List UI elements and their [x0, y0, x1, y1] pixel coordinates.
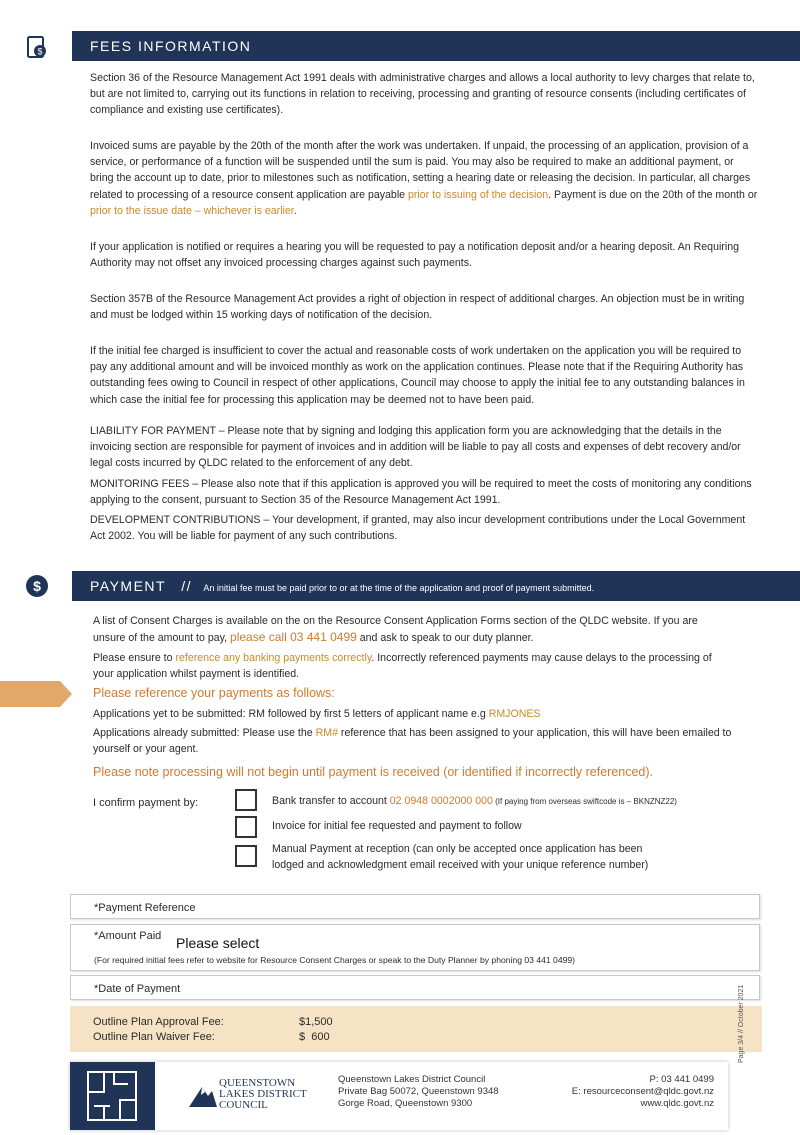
arrow-marker-icon [0, 681, 72, 707]
footer-phone: P: 03 441 0499 [649, 1074, 714, 1085]
highlight-issue-date: prior to the issue date – whichever is earlier [90, 204, 294, 217]
footer-contact [572, 1074, 714, 1110]
svg-text:$: $ [37, 46, 43, 57]
dollar-coin-icon [24, 573, 50, 599]
payment-separator: // [181, 578, 193, 594]
payment-header [72, 571, 800, 601]
amount-paid-label: *Amount Paid [94, 930, 162, 942]
processing-note: Please note processing will not begin until payment is received (or identified if incorrectly referenced). [93, 765, 654, 779]
rm-number-highlight: RM# [315, 727, 338, 739]
call-phone-highlight: please call 03 441 0499 [230, 630, 357, 645]
liability-para: LIABILITY FOR PAYMENT – Please note that by signing and lodging this application form you are acknowledging that the details in the invoicing section are responsible for payment of invoices and in addition will be liable to pay all costs and expenses of debt recovery and/or legal costs incurred by QLDC related to the enforcement of any debt. [90, 425, 741, 470]
invoice-option: Invoice for initial fee requested and payment to follow [272, 820, 522, 832]
invoice-checkbox[interactable] [235, 816, 257, 838]
date-of-payment-label: *Date of Payment [94, 983, 181, 995]
manual-payment-checkbox[interactable] [235, 845, 257, 867]
development-para: DEVELOPMENT CONTRIBUTIONS – Your development, if granted, may also incur development contributions under the Local Government Act 2002. You will be liable for payment of any such contributions. [90, 514, 746, 543]
fee-row: Outline Plan Approval Fee: $1,500 [93, 1016, 333, 1028]
svg-text:$: $ [33, 578, 41, 594]
fees-para-5: If the initial fee charged is insufficient to cover the actual and reasonable costs of work undertaken on the application you will be required to pay any additional amount and will be invoiced monthly as work on the application continues. Please note that if the Requiring Authority has outstanding fees owing to Council in respect of other applications, Council may choose to apply the initial fee to any outstanding balances in which case the initial fee for processing this application may be deemed not to have been paid. [90, 345, 745, 406]
payment-para-1: A list of Consent Charges is available on the on the Resource Consent Application Forms section of the QLDC website. If you are unsure of the amount to pay, please call 03 441 0499 and ask to speak to our duty planner. [93, 615, 698, 645]
footer-website-link[interactable]: www.qldc.govt.nz [640, 1098, 714, 1109]
amount-paid-field [70, 924, 760, 971]
payment-para-2: Please ensure to reference any banking payments correctly. Incorrectly referenced payments may cause delays to the processing of your application whilst payment is identified. [93, 652, 712, 681]
footer-address: Queenstown Lakes District Council Private Bag 50072, Queenstown 9348 Gorge Road, Queenstown 9300 [338, 1074, 499, 1109]
bank-transfer-option: Bank transfer to account 02 0948 0002000 000 (If paying from overseas swiftcode is – BKNZNZ22) [272, 795, 677, 807]
reference-heading: Please reference your payments as follows: [93, 686, 335, 700]
payment-para-3: Applications yet to be submitted: RM followed by first 5 letters of applicant name e.g RMJONES [93, 708, 541, 720]
fee-schedule [70, 1006, 762, 1052]
fee-row: Outline Plan Waiver Fee: $ 600 [93, 1031, 330, 1043]
fees-para-2: Invoiced sums are payable by the 20th of the month after the work was undertaken. If unpaid, the processing of an application, provision of a service, or performance of a function will be suspended until the sum is paid. You may also be required to make an additional payment, or bring the account up to date, prior to milestones such as notification, setting a hearing date or releasing the decision. In particular, all charges related to processing of a resource consent application are payable prior to issuing of the decision. Payment is due on the 20th of the month or prior to the issue date – whichever is earlier. [90, 140, 758, 217]
rmjones-highlight: RMJONES [488, 708, 541, 720]
reference-highlight: reference any banking payments correctly [175, 652, 372, 664]
confirm-payment-label: I confirm payment by: [93, 797, 199, 809]
fees-para-1: Section 36 of the Resource Management Act 1991 deals with administrative charges and allows a local authority to levy charges that relate to, but are not limited to, carrying out its functions in relation to receiving, processing and granting of resource consents (including certificates of compliance and existing use certificates). [90, 72, 755, 117]
bank-transfer-checkbox[interactable] [235, 789, 257, 811]
swiftcode-note: (If paying from overseas swiftcode is – BKNZNZ22) [492, 797, 677, 806]
page-label: Page 3/4 // October 2021 [738, 984, 745, 1063]
document-dollar-icon [24, 34, 50, 60]
highlight-prior-decision: prior to issuing of the decision [408, 188, 549, 201]
amount-paid-note: (For required initial fees refer to website for Resource Consent Charges or speak to the Duty Planner by phoning 03 441 0499) [94, 955, 576, 965]
footer [70, 1062, 728, 1130]
payment-note: An initial fee must be paid prior to or at the time of the application and proof of payment submitted. [203, 583, 595, 593]
building-plan-icon [70, 1062, 155, 1130]
monitoring-para: MONITORING FEES – Please also note that if this application is approved you will be required to meet the costs of monitoring any conditions applying to the consent, pursuant to Section 35 of the Resource Management Act 1991. [90, 478, 752, 507]
manual-payment-option: Manual Payment at reception (can only be accepted once application has been lodged and acknowledgment email received with your unique reference number) [272, 843, 649, 871]
footer-logo-tile [70, 1062, 155, 1130]
fees-information-title: FEES INFORMATION [90, 38, 252, 54]
qldc-mountain-logo-icon [188, 1078, 218, 1108]
amount-paid-select[interactable]: Please select [176, 935, 260, 951]
fees-para-3: If your application is notified or requires a hearing you will be requested to pay a notification deposit and/or a hearing deposit. An Requiring Authority may not offset any invoiced processing charges against such payments. [90, 241, 739, 270]
payment-reference-field[interactable] [70, 894, 760, 919]
date-of-payment-field[interactable] [70, 975, 760, 1000]
fees-para-4: Section 357B of the Resource Management Act provides a right of objection in respect of additional charges. An objection must be in writing and must be lodged within 15 working days of notification of the decision. [90, 293, 745, 322]
footer-email-link[interactable]: E: resourceconsent@qldc.govt.nz [571, 1086, 714, 1097]
payment-title: PAYMENT [90, 578, 166, 594]
qldc-wordmark: QUEENSTOWN LAKES DISTRICT COUNCIL [219, 1077, 307, 1111]
bank-account-number: 02 0948 0002000 000 [389, 795, 493, 807]
payment-reference-label: *Payment Reference [94, 902, 196, 914]
fees-information-header [72, 31, 800, 61]
payment-para-4: Applications already submitted: Please use the RM# reference that has been assigned to your application, this will have been emailed to yourself or your agent. [93, 727, 732, 756]
